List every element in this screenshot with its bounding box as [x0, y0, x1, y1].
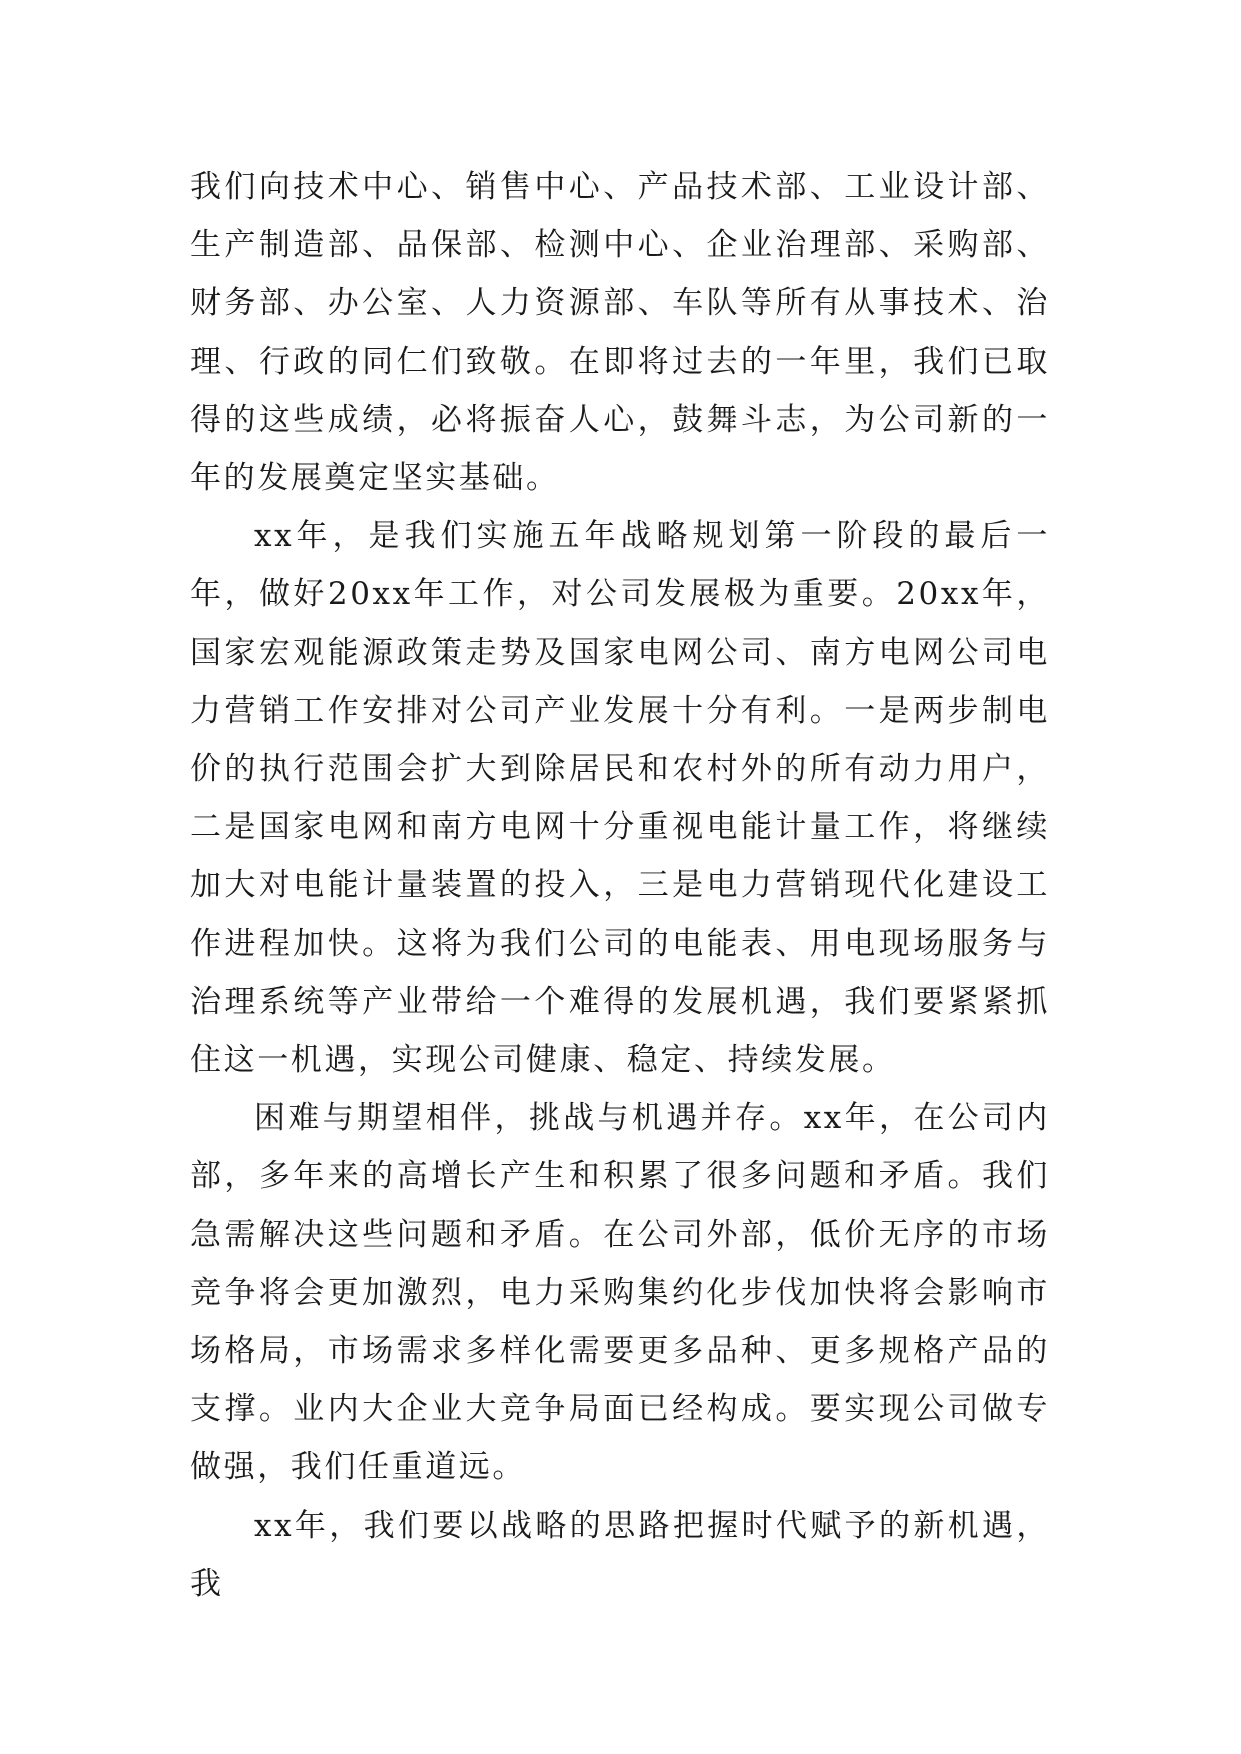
paragraph-4: xx年，我们要以战略的思路把握时代赋予的新机遇，我 [190, 1507, 1050, 1602]
paragraph-1: 我们向技术中心、销售中心、产品技术部、工业设计部、生产制造部、品保部、检测中心、企业治理部、采购部、财务部、办公室、人力资源部、车队等所有从事技术、治理、行政的同仁们致敬。在即将过去的一年里，我们已取得的这些成绩，必将振奋人心，鼓舞斗志，为公司新的一年的发展奠定坚实基础。 [190, 169, 1050, 497]
paragraph-3: 困难与期望相伴，挑战与机遇并存。xx年，在公司内部，多年来的高增长产生和积累了很多问题和矛盾。我们急需解决这些问题和矛盾。在公司外部，低价无序的市场竞争将会更加激烈，电力采购集约化步伐加快将会影响市场格局，市场需求多样化需要更多品种、更多规格产品的支撑。业内大企业大竞争局面已经构成。要实现公司做专做强，我们任重道远。 [190, 1100, 1050, 1486]
document-body [190, 158, 1050, 1613]
paragraph-2: xx年，是我们实施五年战略规划第一阶段的最后一年，做好20xx年工作，对公司发展极为重要。20xx年，国家宏观能源政策走势及国家电网公司、南方电网公司电力营销工作安排对公司产业发展十分有利。一是两步制电价的执行范围会扩大到除居民和农村外的所有动力用户，二是国家电网和南方电网十分重视电能计量工作，将继续加大对电能计量装置的投入，三是电力营销现代化建设工作进程加快。这将为我们公司的电能表、用电现场服务与治理系统等产业带给一个难得的发展机遇，我们要紧紧抓住这一机遇，实现公司健康、稳定、持续发展。 [190, 518, 1050, 1079]
